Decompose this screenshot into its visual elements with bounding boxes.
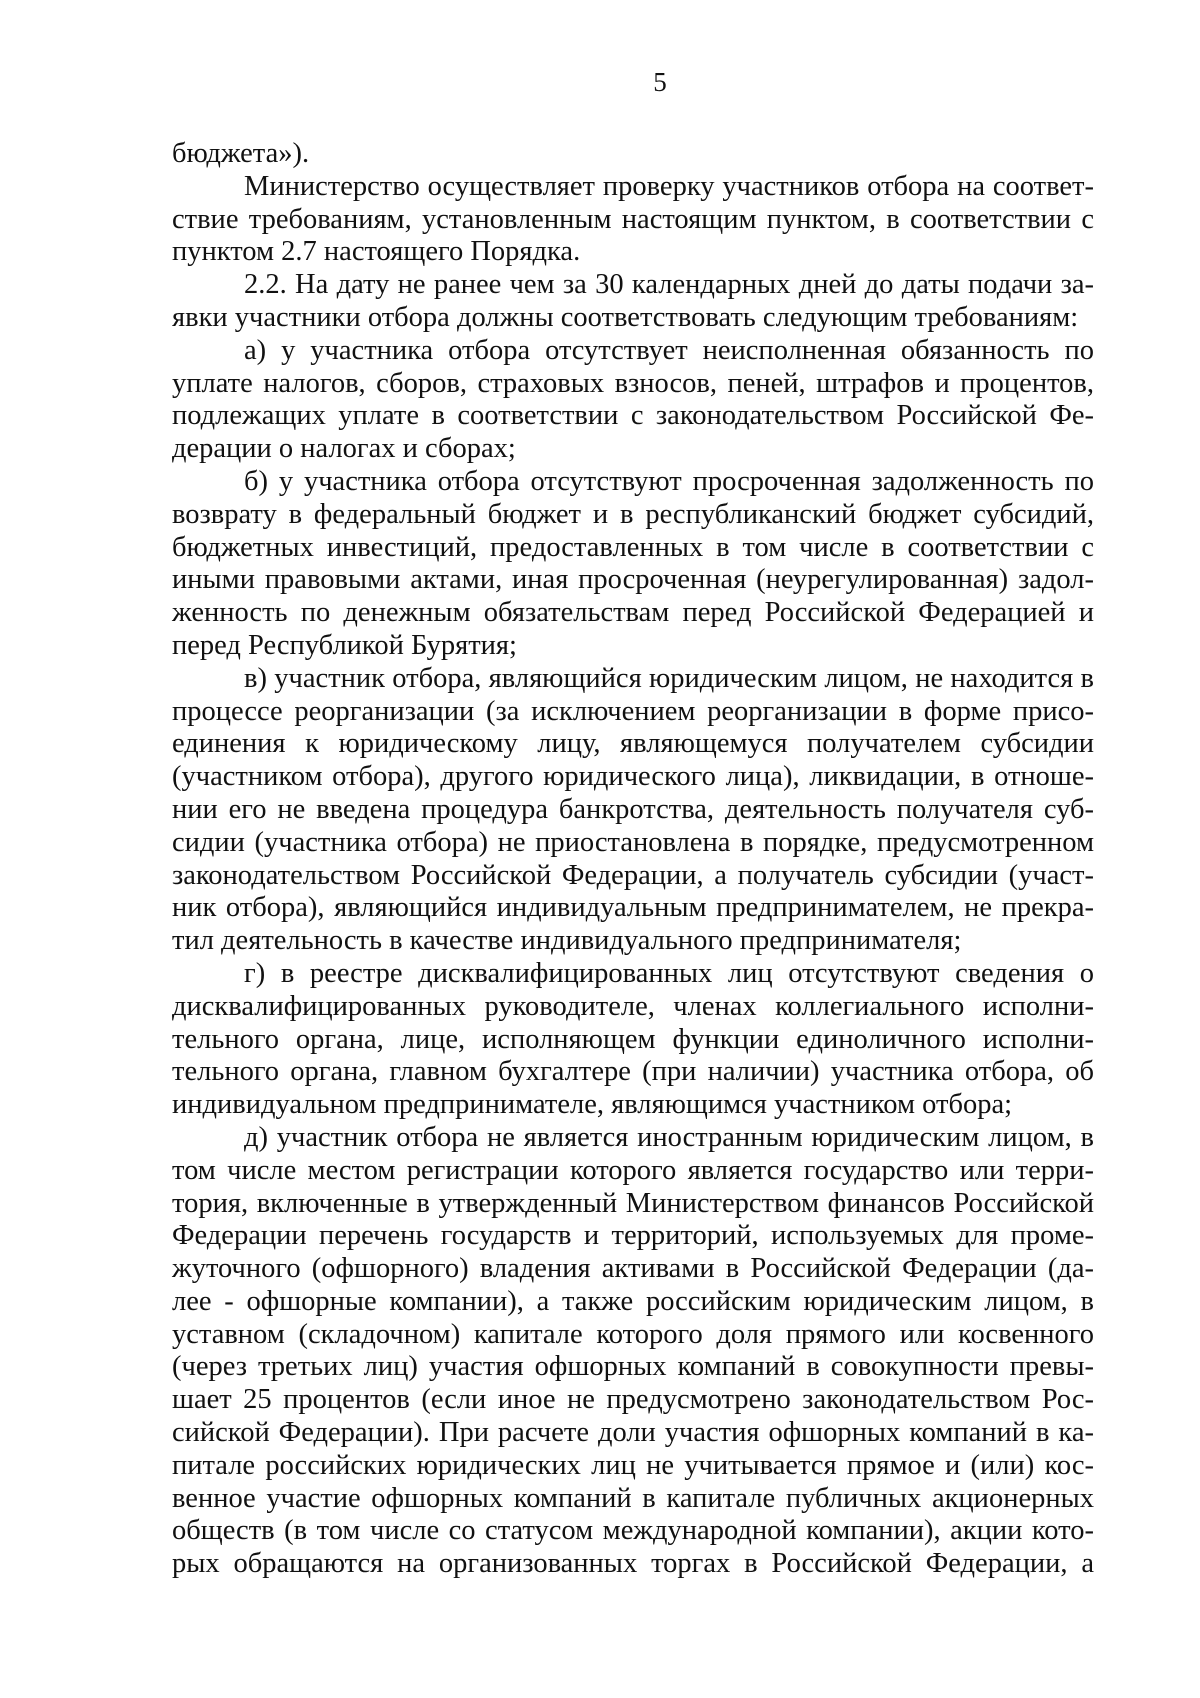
text-line: сийской Федерации). При расчете доли участия офшорных компаний в ка-: [172, 1417, 1094, 1449]
text-line: обществ (в том числе со статусом международной компании), акции кото-: [172, 1515, 1094, 1547]
text-line: (участником отбора), другого юридического лица), ликвидации, в отноше-: [172, 761, 1094, 793]
text-line: процессе реорганизации (за исключением реорганизации в форме присо-: [172, 695, 1094, 727]
text-line: бюджетных инвестиций, предоставленных в том числе в соответствии с: [172, 531, 1094, 563]
text-line: рых обращаются на организованных торгах в Российской Федерации, а: [172, 1548, 1094, 1580]
text-line: сидии (участника отбора) не приостановлена в порядке, предусмотренном: [172, 826, 1094, 858]
text-line: лее - офшорные компании), а также российским юридическим лицом, в: [172, 1285, 1094, 1317]
text-line: (через третьих лиц) участия офшорных компаний в совокупности превы-: [172, 1351, 1094, 1383]
text-line: жуточного (офшорного) владения активами в Российской Федерации (да-: [172, 1253, 1094, 1285]
text-line: том числе местом регистрации которого является государство или терри-: [172, 1154, 1094, 1186]
text-line: д) участник отбора не является иностранным юридическим лицом, в: [244, 1121, 1094, 1153]
text-line: законодательством Российской Федерации, а получатель субсидии (участ-: [172, 859, 1094, 891]
text-line: Министерство осуществляет проверку участников отбора на соответ-: [244, 170, 1094, 202]
text-line: б) у участника отбора отсутствуют просроченная задолженность по: [244, 465, 1094, 497]
text-line: дисквалифицированных руководителе, членах коллегиального исполни-: [172, 990, 1094, 1022]
text-line: уплате налогов, сборов, страховых взносов, пеней, штрафов и процентов,: [172, 367, 1094, 399]
text-line: тория, включенные в утвержденный Министерством финансов Российской: [172, 1187, 1094, 1219]
text-line: г) в реестре дисквалифицированных лиц отсутствуют сведения о: [244, 957, 1094, 989]
text-line: Федерации перечень государств и территорий, используемых для проме-: [172, 1220, 1094, 1252]
page-number: 5: [653, 67, 667, 97]
text-line: 2.2. На дату не ранее чем за 30 календарных дней до даты подачи за-: [244, 269, 1094, 301]
text-line: бюджета»).: [172, 138, 310, 169]
text-line: подлежащих уплате в соответствии с законодательством Российской Фе-: [172, 400, 1094, 432]
document-body: [172, 138, 1094, 1581]
text-line: уставном (складочном) капитале которого доля прямого или косвенного: [172, 1318, 1094, 1350]
text-line: иными правовыми актами, иная просроченная (неурегулированная) задол-: [172, 564, 1094, 596]
text-line: венное участие офшорных компаний в капитале публичных акционерных: [172, 1482, 1094, 1514]
text-line: явки участники отбора должны соответствовать следующим требованиям:: [172, 301, 1079, 333]
text-line: индивидуальном предпринимателе, являющимся участником отбора;: [172, 1089, 1013, 1121]
text-line: перед Республикой Бурятия;: [172, 629, 517, 661]
text-line: тельного органа, лице, исполняющем функции единоличного исполни-: [172, 1023, 1094, 1055]
text-line: тил деятельность в качестве индивидуального предпринимателя;: [172, 925, 962, 957]
text-line: пунктом 2.7 настоящего Порядка.: [172, 236, 581, 268]
text-line: ник отбора), являющийся индивидуальным предпринимателем, не прекра-: [172, 892, 1094, 924]
text-line: нии его не введена процедура банкротства, деятельность получателя суб-: [172, 793, 1094, 825]
text-line: женность по денежным обязательствам перед Российской Федерацией и: [172, 597, 1094, 629]
text-line: дерации о налогах и сборах;: [172, 433, 516, 465]
text-line: в) участник отбора, являющийся юридическим лицом, не находится в: [244, 662, 1094, 694]
text-line: ствие требованиям, установленным настоящим пунктом, в соответствии с: [172, 203, 1094, 235]
text-line: шает 25 процентов (если иное не предусмотрено законодательством Рос-: [172, 1384, 1094, 1416]
text-line: тельного органа, главном бухгалтере (при наличии) участника отбора, об: [172, 1056, 1094, 1088]
text-line: единения к юридическому лицу, являющемуся получателем субсидии: [172, 728, 1094, 760]
text-line: питале российских юридических лиц не учитывается прямое и (или) кос-: [172, 1449, 1094, 1481]
text-line: а) у участника отбора отсутствует неисполненная обязанность по: [244, 334, 1094, 366]
text-line: возврату в федеральный бюджет и в республиканский бюджет субсидий,: [172, 498, 1094, 530]
